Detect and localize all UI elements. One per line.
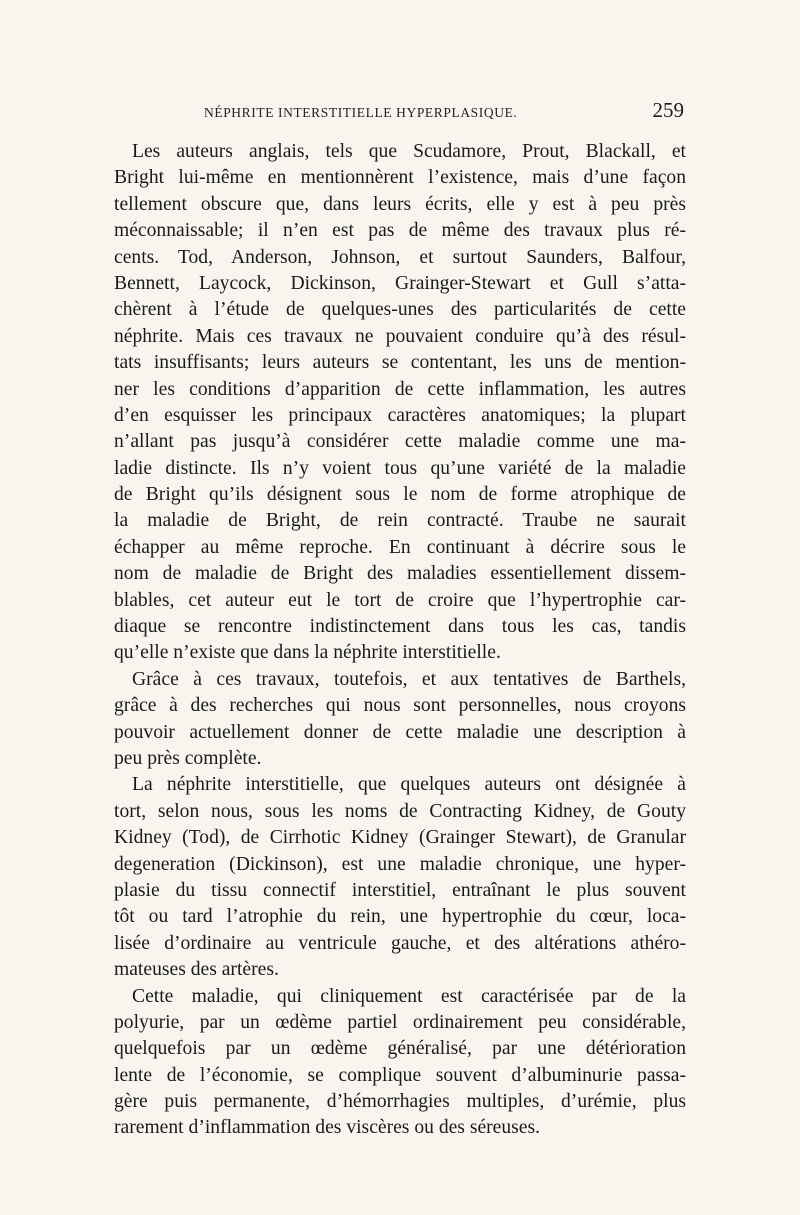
text-line: Bennett, Laycock, Dickinson, Grainger-Stewart et Gull s’atta-: [114, 272, 686, 294]
text-line: mateuses des artères.: [114, 959, 279, 981]
text-line: grâce à des recherches qui nous sont personnelles, nous croyons: [114, 695, 686, 717]
text-line: Bright lui-même en mentionnèrent l’existence, mais d’une façon: [114, 167, 686, 189]
text-line: chèrent à l’étude de quelques-unes des particularités de cette: [114, 299, 686, 321]
text-line: échapper au même reproche. En continuant à décrire sous le: [114, 536, 686, 558]
text-line: tellement obscure que, dans leurs écrits, elle y est à peu près: [114, 193, 686, 215]
text-line: Les auteurs anglais, tels que Scudamore, Prout, Blackall, et: [132, 141, 686, 162]
text-line: gère puis permanente, d’hémorrhagies multiples, d’urémie, plus: [114, 1091, 686, 1113]
text-line: tort, selon nous, sous les noms de Contracting Kidney, de Gouty: [114, 800, 686, 822]
text-line: pouvoir actuellement donner de cette maladie une description à: [114, 721, 686, 743]
text-line: blables, cet auteur eut le tort de croire que l’hypertrophie car-: [114, 589, 686, 611]
text-line: d’en esquisser les principaux caractères anatomiques; la plupart: [114, 404, 686, 426]
paragraph: [114, 667, 686, 773]
text-line: Kidney (Tod), de Cirrhotic Kidney (Grainger Stewart), de Granular: [114, 827, 686, 849]
text-line: lente de l’économie, se complique souvent d’albuminurie passa-: [114, 1064, 686, 1086]
text-line: néphrite. Mais ces travaux ne pouvaient conduire qu’à des résul-: [114, 325, 686, 347]
text-line: rarement d’inflammation des viscères ou des séreuses.: [114, 1117, 541, 1139]
text-line: ladie distincte. Ils n’y voient tous qu’une variété de la maladie: [114, 457, 686, 479]
text-line: degeneration (Dickinson), est une maladie chronique, une hyper-: [114, 853, 686, 875]
text-line: la maladie de Bright, de rein contracté. Traube ne saurait: [114, 510, 686, 532]
text-line: tôt ou tard l’atrophie du rein, une hypertrophie du cœur, loca-: [114, 906, 686, 928]
text-line: diaque se rencontre indistinctement dans tous les cas, tandis: [114, 616, 686, 638]
text-line: ner les conditions d’apparition de cette inflammation, les autres: [114, 378, 686, 400]
page-number: 259: [652, 98, 684, 122]
text-line: plasie du tissu connectif interstitiel, entraînant le plus souvent: [114, 879, 686, 901]
text-line: quelquefois par un œdème généralisé, par une détérioration: [114, 1038, 686, 1060]
paragraph: [114, 139, 686, 667]
paragraph: [114, 984, 686, 1142]
text-line: méconnaissable; il n’en est pas de même des travaux plus ré-: [114, 220, 686, 242]
running-title: NÉPHRITE INTERSTITIELLE HYPERPLASIQUE.: [204, 105, 518, 120]
text-line: qu’elle n’existe que dans la néphrite interstitielle.: [114, 642, 501, 664]
text-line: lisée d’ordinaire au ventricule gauche, et des altérations athéro-: [114, 932, 686, 954]
page-header: [112, 96, 684, 126]
text-line: peu près complète.: [114, 747, 262, 769]
text-line: nom de maladie de Bright des maladies essentiellement dissem-: [114, 563, 686, 585]
text-line: Cette maladie, qui cliniquement est caractérisée par de la: [132, 985, 686, 1007]
text-line: tats insuffisants; leurs auteurs se contentant, les uns de mention-: [114, 352, 686, 374]
text-line: La néphrite interstitielle, que quelques auteurs ont désignée à: [132, 774, 686, 796]
text-line: Grâce à ces travaux, toutefois, et aux tentatives de Barthels,: [132, 668, 686, 690]
text-line: cents. Tod, Anderson, Johnson, et surtout Saunders, Balfour,: [114, 246, 686, 268]
text-line: de Bright qu’ils désignent sous le nom de forme atrophique de: [114, 484, 686, 506]
body-text: [114, 139, 686, 1142]
text-line: n’allant pas jusqu’à considérer cette maladie comme une ma-: [114, 431, 686, 453]
text-line: polyurie, par un œdème partiel ordinairement peu considérable,: [114, 1011, 686, 1033]
paragraph: [114, 772, 686, 983]
